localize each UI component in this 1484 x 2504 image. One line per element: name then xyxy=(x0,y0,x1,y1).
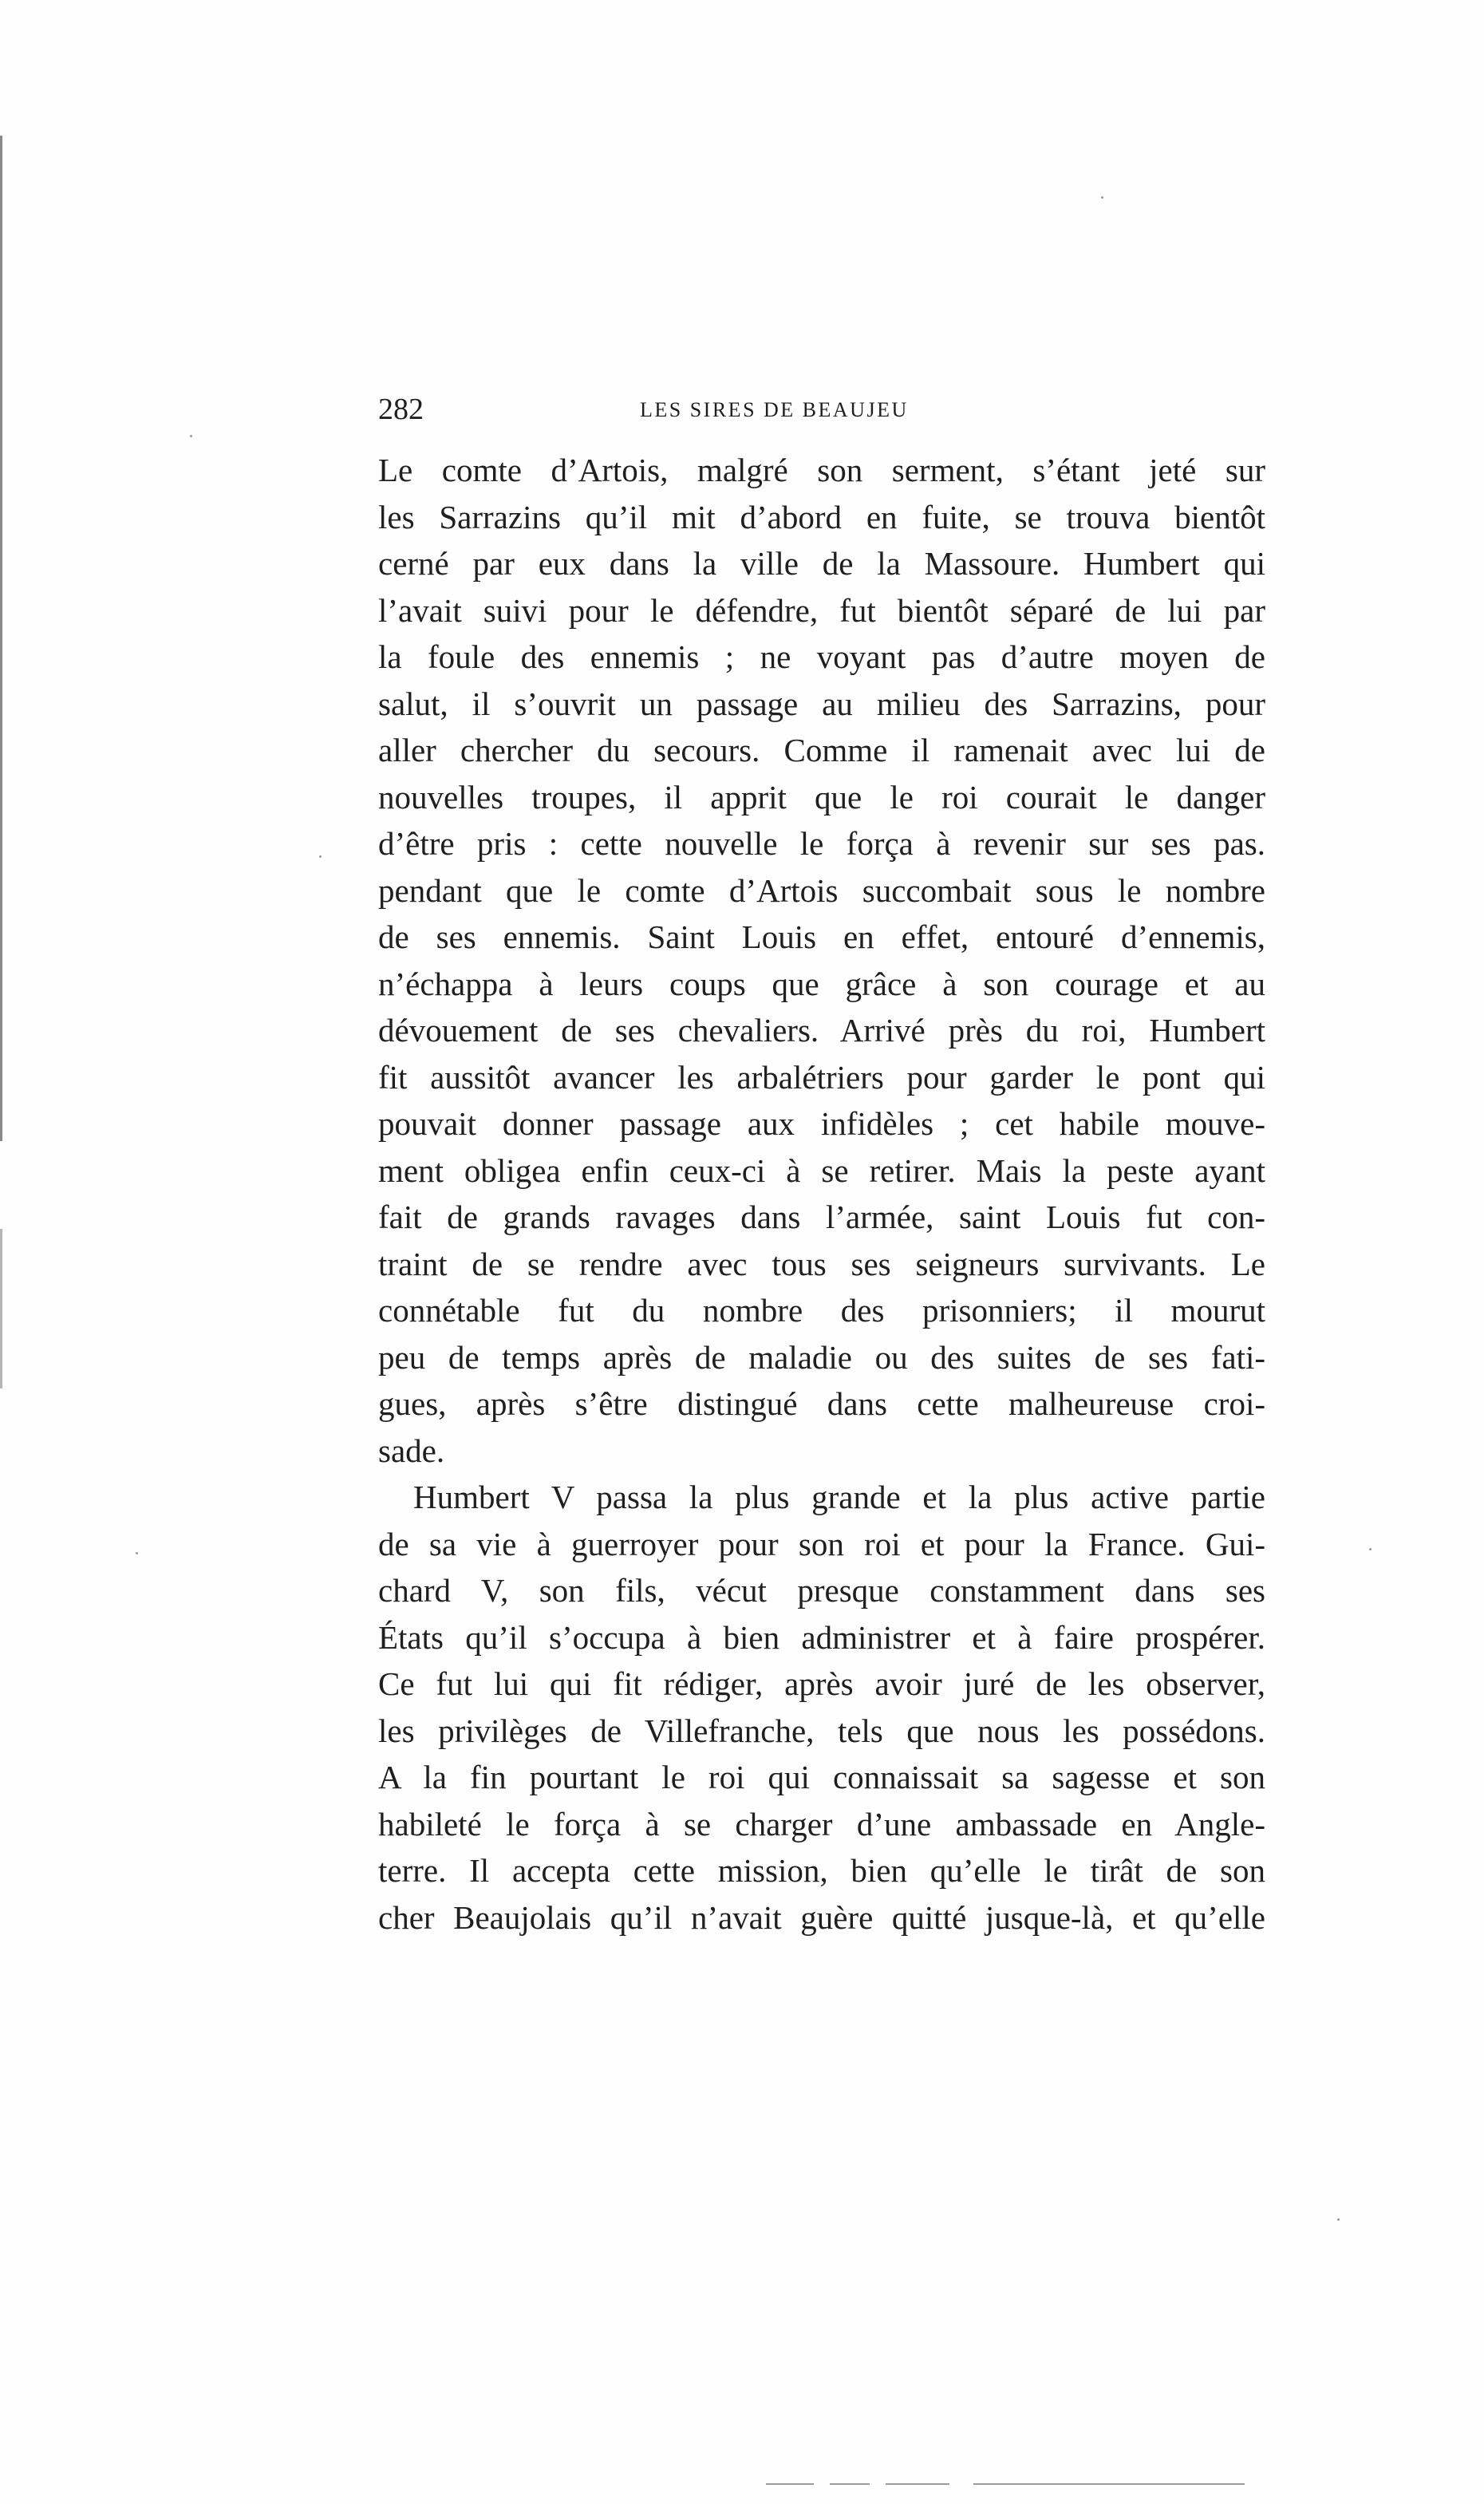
text-line: États qu’il s’occupa à bien administrer et à faire prospérer. xyxy=(378,1618,1265,1656)
text-line: l’avait suivi pour le défendre, fut bientôt séparé de lui par xyxy=(378,591,1265,629)
text-line: sade. xyxy=(378,1432,445,1469)
paper-speck xyxy=(1337,2218,1340,2221)
text-line: traint de se rendre avec tous ses seigneurs survivants. Le xyxy=(378,1245,1265,1282)
paper-speck xyxy=(319,855,322,858)
text-line: peu de temps après de maladie ou des suites de ses fati- xyxy=(378,1338,1265,1376)
running-title: LES SIRES DE BEAUJEU xyxy=(640,398,909,421)
scan-edge-shadow xyxy=(0,136,2,1141)
body-text xyxy=(378,447,1265,1941)
text-line: les Sarrazins qu’il mit d’abord en fuite, se trouva bientôt xyxy=(378,498,1265,535)
text-line: cher Beaujolais qu’il n’avait guère quitté jusque-là, et qu’elle xyxy=(378,1898,1265,1936)
text-line: terre. Il accepta cette mission, bien qu’elle le tirât de son xyxy=(378,1852,1265,1889)
bottom-edge-mark xyxy=(973,2483,1245,2485)
text-line: n’échappa à leurs coups que grâce à son courage et au xyxy=(378,965,1265,1002)
paper-speck xyxy=(136,1552,138,1554)
running-head xyxy=(378,389,1265,429)
text-line: pendant que le comte d’Artois succombait sous le nombre xyxy=(378,871,1265,909)
text-line: Le comte d’Artois, malgré son serment, s’étant jeté sur xyxy=(378,452,1265,488)
paper-speck xyxy=(190,435,192,437)
text-line: de sa vie à guerroyer pour son roi et pour la France. Gui- xyxy=(378,1525,1265,1562)
text-line: cerné par eux dans la ville de la Massoure. Humbert qui xyxy=(378,545,1265,582)
text-line: nouvelles troupes, il apprit que le roi courait le danger xyxy=(378,778,1265,816)
bottom-edge-mark xyxy=(886,2483,949,2485)
text-line: gues, après s’être distingué dans cette malheureuse croi- xyxy=(378,1385,1265,1422)
text-line: Humbert V passa la plus grande et la plus active partie xyxy=(413,1479,1265,1515)
page-number: 282 xyxy=(378,393,424,426)
text-line: fait de grands ravages dans l’armée, saint Louis fut con- xyxy=(378,1199,1265,1235)
paper-speck xyxy=(1369,1548,1372,1550)
text-line: Ce fut lui qui fit rédiger, après avoir juré de les observer, xyxy=(378,1665,1265,1702)
text-line: dévouement de ses chevaliers. Arrivé près du roi, Humbert xyxy=(378,1012,1265,1049)
text-line: ment obligea enfin ceux-ci à se retirer. Mais la peste ayant xyxy=(378,1151,1265,1189)
text-line: connétable fut du nombre des prisonniers; il mourut xyxy=(378,1292,1265,1329)
text-line: aller chercher du secours. Comme il ramenait avec lui de xyxy=(378,732,1265,768)
text-line: de ses ennemis. Saint Louis en effet, entouré d’ennemis, xyxy=(378,918,1265,955)
bottom-edge-mark xyxy=(766,2483,814,2485)
text-line: la foule des ennemis ; ne voyant pas d’autre moyen de xyxy=(378,638,1265,675)
text-line: habileté le força à se charger d’une ambassade en Angle- xyxy=(378,1805,1265,1842)
text-line: d’être pris : cette nouvelle le força à revenir sur ses pas. xyxy=(378,825,1265,862)
text-line: pouvait donner passage aux infidèles ; cet habile mouve- xyxy=(378,1105,1265,1142)
scan-edge-shadow xyxy=(0,1229,2,1388)
bottom-edge-mark xyxy=(830,2483,870,2485)
paper-speck xyxy=(1101,196,1103,199)
text-line: les privilèges de Villefranche, tels que nous les possédons. xyxy=(378,1712,1265,1749)
text-line: fit aussitôt avancer les arbalétriers pour garder le pont qui xyxy=(378,1058,1265,1096)
text-line: A la fin pourtant le roi qui connaissait sa sagesse et son xyxy=(378,1759,1265,1795)
text-line: chard V, son fils, vécut presque constamment dans ses xyxy=(378,1572,1265,1609)
text-line: salut, il s’ouvrit un passage au milieu des Sarrazins, pour xyxy=(378,685,1265,722)
